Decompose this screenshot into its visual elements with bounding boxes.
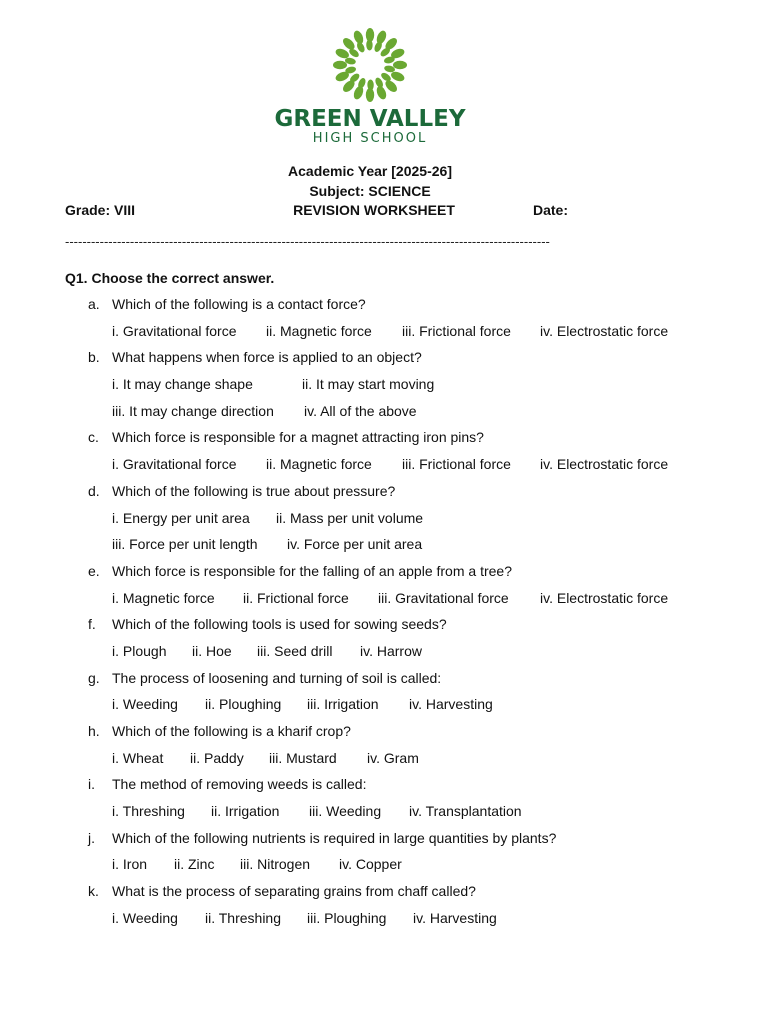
question-text: Which of the following is a contact force? xyxy=(112,296,366,312)
answer-option: ii. Threshing xyxy=(205,909,282,926)
answer-option: i. Plough xyxy=(112,642,167,659)
answer-option: iv. Harvesting xyxy=(409,696,493,713)
answer-option: ii. Paddy xyxy=(190,749,244,766)
question-text: Which of the following is a kharif crop? xyxy=(112,723,351,739)
question-row xyxy=(0,775,768,802)
answer-option: i. It may change shape xyxy=(112,376,253,393)
question-row xyxy=(0,348,768,375)
answer-option: iv. Force per unit area xyxy=(287,536,423,553)
answer-option: iii. Gravitational force xyxy=(378,589,509,606)
options-row xyxy=(0,909,768,936)
options-row xyxy=(0,642,768,669)
answer-option: ii. Frictional force xyxy=(243,589,349,606)
separator-line: ---------------------------------------------------------------------------------------------------------------- xyxy=(65,234,550,249)
emblem-petal xyxy=(333,61,347,69)
answer-option: iv. Harvesting xyxy=(413,909,497,926)
school-subtitle: HIGH SCHOOL xyxy=(312,131,428,146)
question-row xyxy=(0,615,768,642)
question-item xyxy=(0,482,768,562)
answer-option: iii. Seed drill xyxy=(257,642,333,659)
question-letter: a. xyxy=(88,296,100,312)
answer-option: i. Magnetic force xyxy=(112,589,215,606)
question-row xyxy=(0,428,768,455)
answer-option: i. Threshing xyxy=(112,803,185,820)
answer-option: iii. It may change direction xyxy=(112,402,274,419)
question-text: What happens when force is applied to an object? xyxy=(112,349,422,366)
options-row xyxy=(0,749,768,776)
emblem-petal xyxy=(383,78,399,94)
answer-option: i. Gravitational force xyxy=(112,456,237,473)
question-row xyxy=(0,829,768,856)
options-row xyxy=(0,695,768,722)
question-text: Which force is responsible for the falling of an apple from a tree? xyxy=(112,562,512,579)
options-row xyxy=(0,375,768,402)
question-row xyxy=(0,669,768,696)
answer-option: i. Energy per unit area xyxy=(112,509,250,526)
answer-option: iv. Electrostatic force xyxy=(540,589,669,606)
question-text: Which of the following tools is used for sowing seeds? xyxy=(112,616,447,633)
school-logo xyxy=(272,22,468,150)
answer-option: iii. Irrigation xyxy=(307,696,379,713)
question-text: The process of loosening and turning of soil is called: xyxy=(112,669,442,686)
options-row xyxy=(0,509,768,536)
school-name: GREEN VALLEY xyxy=(274,106,466,132)
question-item xyxy=(0,348,768,428)
question-item xyxy=(0,615,768,668)
answer-option: i. Wheat xyxy=(112,749,164,766)
academic-year: Academic Year [2025-26] xyxy=(288,163,452,179)
answer-option: i. Gravitational force xyxy=(112,322,237,339)
answer-option: iii. Nitrogen xyxy=(240,856,311,873)
question-row xyxy=(0,562,768,589)
options-row xyxy=(0,322,768,349)
question-letter: d. xyxy=(88,482,100,499)
question-text: Which of the following nutrients is required in large quantities by plants? xyxy=(112,829,557,846)
question-row xyxy=(0,295,768,322)
question-letter: c. xyxy=(88,429,99,446)
answer-option: ii. Hoe xyxy=(192,642,232,659)
answer-option: iii. Weeding xyxy=(309,803,382,820)
options-row xyxy=(0,455,768,482)
question-item xyxy=(0,669,768,722)
question-text: Which of the following is true about pressure? xyxy=(112,482,396,499)
answer-option: iii. Force per unit length xyxy=(112,536,258,553)
question-letter: j. xyxy=(88,829,95,846)
question-letter: k. xyxy=(88,883,99,900)
question-item xyxy=(0,775,768,828)
header-row xyxy=(0,201,768,219)
question-letter: b. xyxy=(88,349,100,366)
question-letter: f. xyxy=(88,616,96,633)
worksheet-title: REVISION WORKSHEET xyxy=(293,202,455,218)
flower-emblem-icon xyxy=(272,22,468,106)
options-row xyxy=(0,589,768,616)
subject-line: Subject: SCIENCE xyxy=(309,183,431,199)
question-item xyxy=(0,295,768,348)
question-item xyxy=(0,722,768,775)
answer-option: ii. Magnetic force xyxy=(266,322,372,339)
section-heading: Q1. Choose the correct answer. xyxy=(65,270,275,286)
question-row xyxy=(0,482,768,509)
answer-option: iv. Electrostatic force xyxy=(540,456,669,473)
answer-option: ii. It may start moving xyxy=(302,376,435,393)
question-item xyxy=(0,882,768,935)
question-list xyxy=(0,295,768,936)
question-letter: g. xyxy=(88,669,100,686)
answer-option: iv. Transplantation xyxy=(409,803,522,820)
question-text: Which force is responsible for a magnet attracting iron pins? xyxy=(112,429,484,446)
answer-option: iv. Harrow xyxy=(360,642,422,659)
options-row xyxy=(0,402,768,429)
answer-option: iv. Copper xyxy=(339,856,402,873)
question-text: What is the process of separating grains from chaff called? xyxy=(112,883,476,900)
answer-option: ii. Mass per unit volume xyxy=(276,509,424,526)
answer-option: iv. Electrostatic force xyxy=(540,322,669,339)
answer-option: iii. Ploughing xyxy=(307,909,387,926)
answer-option: i. Weeding xyxy=(112,909,178,926)
date-label: Date: xyxy=(533,202,569,218)
answer-option: iii. Frictional force xyxy=(402,322,511,339)
question-row xyxy=(0,882,768,909)
emblem-petal xyxy=(393,61,407,69)
answer-option: i. Iron xyxy=(112,856,148,873)
answer-option: iii. Frictional force xyxy=(402,456,511,473)
question-letter: e. xyxy=(88,562,100,579)
answer-option: ii. Magnetic force xyxy=(266,456,372,473)
question-item xyxy=(0,562,768,615)
question-letter: i. xyxy=(88,776,95,793)
question-letter: h. xyxy=(88,723,100,739)
options-row xyxy=(0,535,768,562)
options-row xyxy=(0,802,768,829)
question-row xyxy=(0,722,768,749)
answer-option: ii. Irrigation xyxy=(211,803,280,820)
answer-option: ii. Ploughing xyxy=(205,696,282,713)
grade-label: Grade: VIII xyxy=(65,202,136,218)
answer-option: i. Weeding xyxy=(112,696,178,713)
question-item xyxy=(0,428,768,481)
question-item xyxy=(0,829,768,882)
answer-option: ii. Zinc xyxy=(174,856,215,873)
answer-option: iv. All of the above xyxy=(304,402,417,419)
answer-option: iii. Mustard xyxy=(269,749,337,766)
emblem-petal xyxy=(341,36,357,52)
options-row xyxy=(0,855,768,882)
question-text: The method of removing weeds is called: xyxy=(112,776,367,793)
answer-option: iv. Gram xyxy=(367,749,419,766)
